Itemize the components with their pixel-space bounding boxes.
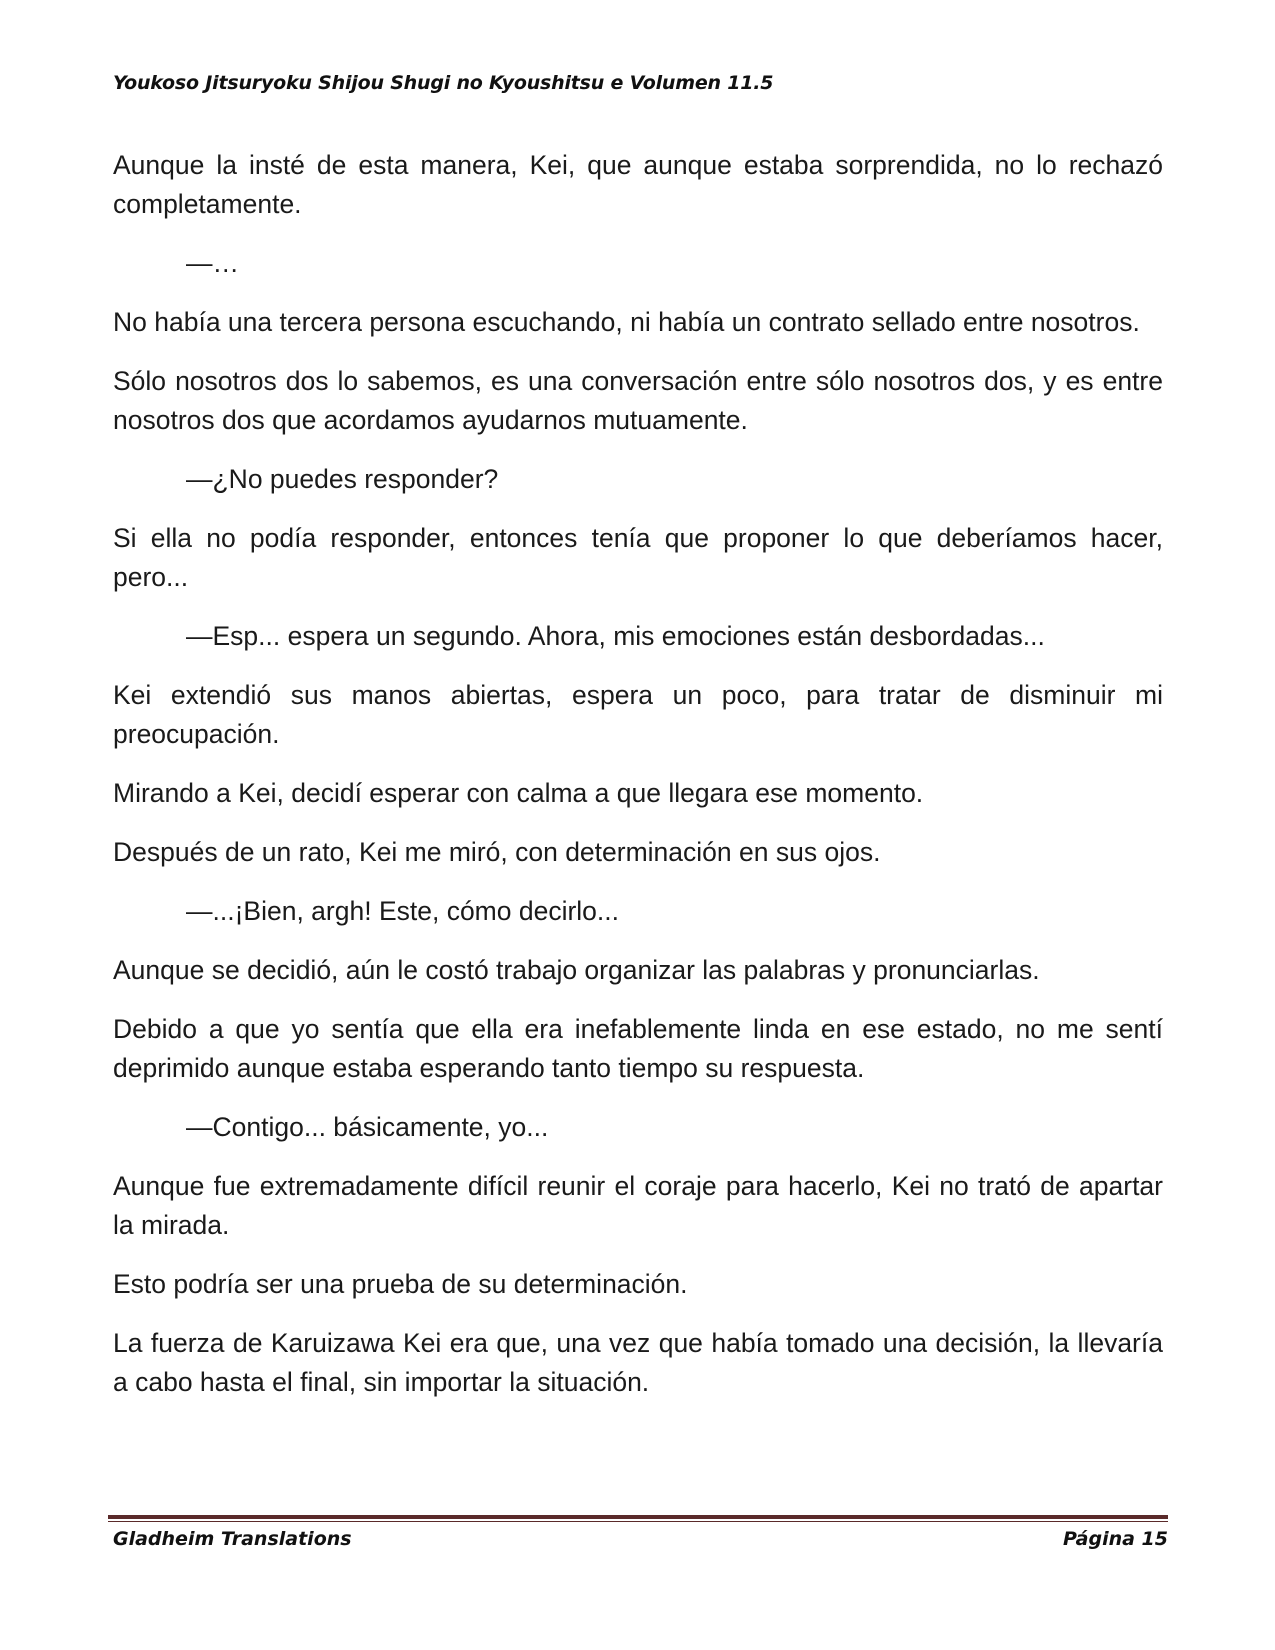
footer-credit: Gladheim Translations (113, 1528, 352, 1550)
dialog-line: —Contigo... básicamente, yo... (186, 1112, 549, 1142)
paragraph: Esto podría ser una prueba de su determinación. (113, 1269, 688, 1299)
paragraph: La fuerza de Karuizawa Kei era que, una vez que había tomado una decisión, la llevaría a cabo hasta el final, sin importar la situación. (113, 1328, 1163, 1397)
running-header: Youkoso Jitsuryoku Shijou Shugi no Kyoushitsu e Volumen 11.5 (113, 72, 774, 94)
paragraph: Mirando a Kei, decidí esperar con calma a que llegara ese momento. (113, 778, 924, 808)
dialog-line: —...¡Bien, argh! Este, cómo decirlo... (186, 896, 620, 926)
paragraph: No había una tercera persona escuchando, ni había un contrato sellado entre nosotros. (113, 307, 1140, 337)
dialog-line: —Esp... espera un segundo. Ahora, mis emociones están desbordadas... (186, 621, 1045, 651)
dialog-line: —… (186, 248, 239, 278)
footer-divider-thin (108, 1521, 1168, 1522)
page-body (113, 146, 1163, 1422)
paragraph: Debido a que yo sentía que ella era inefablemente linda en ese estado, no me sentí deprimido aunque estaba esperando tanto tiempo su respuesta. (113, 1014, 1163, 1083)
footer-divider-thick (108, 1515, 1168, 1519)
dialog-line: —¿No puedes responder? (186, 464, 499, 494)
paragraph: Sólo nosotros dos lo sabemos, es una conversación entre sólo nosotros dos, y es entre nosotros dos que acordamos ayudarnos mutuamente. (113, 366, 1163, 435)
paragraph: Si ella no podía responder, entonces tenía que proponer lo que deberíamos hacer, pero... (113, 523, 1163, 592)
paragraph: Aunque la insté de esta manera, Kei, que aunque estaba sorprendida, no lo rechazó completamente. (113, 150, 1163, 219)
paragraph: Kei extendió sus manos abiertas, espera un poco, para tratar de disminuir mi preocupación. (113, 680, 1163, 749)
paragraph: Después de un rato, Kei me miró, con determinación en sus ojos. (113, 837, 881, 867)
page-number: Página 15 (1062, 1528, 1168, 1550)
paragraph: Aunque se decidió, aún le costó trabajo organizar las palabras y pronunciarlas. (113, 955, 1040, 985)
footer-divider (108, 1515, 1168, 1523)
paragraph: Aunque fue extremadamente difícil reunir el coraje para hacerlo, Kei no trató de apartar la mirada. (113, 1171, 1163, 1240)
